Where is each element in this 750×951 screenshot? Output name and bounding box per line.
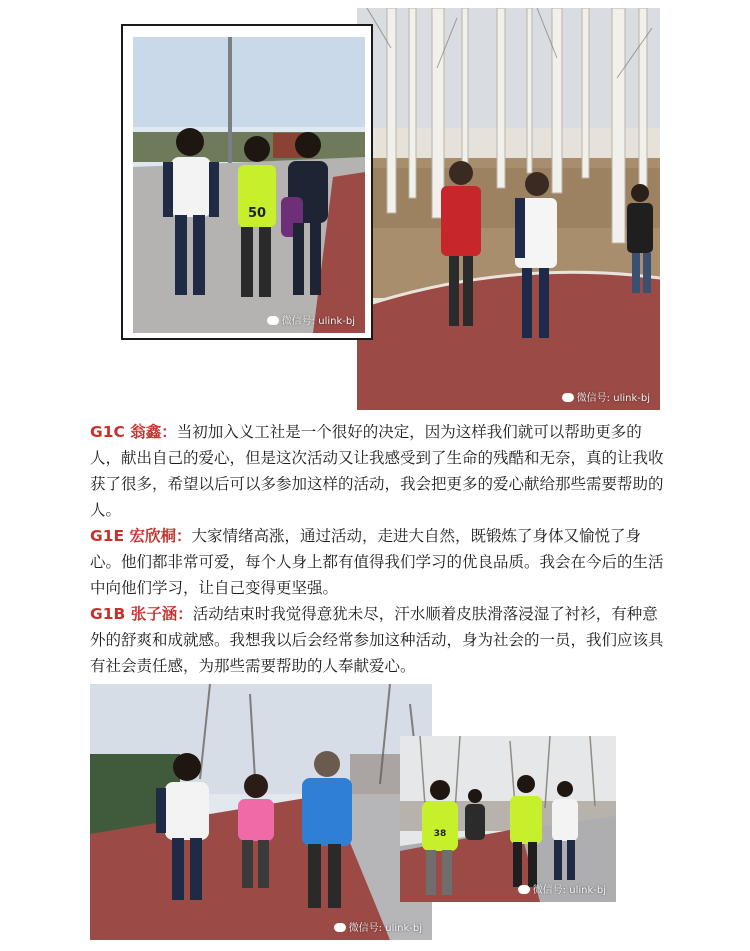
watermark-text: 微信号: ulink-bj: [348, 923, 422, 934]
photo-group-walking: [90, 684, 432, 940]
wechat-icon: [562, 393, 574, 402]
student-comments: [90, 419, 670, 679]
comment-text: 大家情绪高涨，通过活动，走进大自然，既锻炼了身体又愉悦了身心。他们都非常可爱，每个人身上都有值得我们学习的优良品质。我会在今后的生活中向他们学习，让自己变得更坚强。: [90, 527, 664, 597]
photo-watermark: [562, 389, 650, 404]
wechat-icon: [267, 316, 279, 325]
comment-label: G1C 翁鑫：: [90, 423, 177, 441]
watermark-text: 微信号: ulink-bj: [576, 393, 650, 404]
photo-three-students-scene: [133, 37, 365, 333]
comment-g1c: [90, 419, 670, 523]
photo-watermark: [267, 312, 355, 327]
vest-number: 50: [247, 206, 267, 221]
vest-number: 38: [433, 829, 447, 839]
comment-label: G1E 宏欣桐：: [90, 527, 192, 545]
wechat-icon: [334, 923, 346, 932]
photo-watermark: [334, 919, 422, 934]
photo-group-walking-scene: [90, 684, 432, 940]
photo-birch-path-scene: [357, 8, 660, 410]
photo-birch-path: [357, 8, 660, 410]
comment-text: 活动结束时我觉得意犹未尽，汗水顺着皮肤滑落浸湿了衬衫，有种意外的舒爽和成就感。我想我以后会经常参加这种活动，身为社会的一员，我们应该具有社会责任感，为那些需要帮助的人奉献爱心。: [90, 605, 664, 675]
photo-watermark: [518, 881, 606, 896]
comment-label: G1B 张子涵：: [90, 605, 193, 623]
comment-text: 当初加入义工社是一个很好的决定，因为这样我们就可以帮助更多的人，献出自己的爱心，但是这次活动又让我感受到了生命的残酷和无奈，真的让我收获了很多，希望以后可以多参加这样的活动，我会把更多的爱心献给那些需要帮助的人。: [90, 423, 664, 519]
comment-g1b: [90, 601, 670, 679]
comment-g1e: [90, 523, 670, 601]
photo-three-students: [133, 37, 365, 333]
wechat-icon: [518, 885, 530, 894]
photo-vest-students-scene: [400, 736, 616, 902]
watermark-text: 微信号: ulink-bj: [532, 885, 606, 896]
photo-vest-students: [400, 736, 616, 902]
watermark-text: 微信号: ulink-bj: [281, 316, 355, 327]
